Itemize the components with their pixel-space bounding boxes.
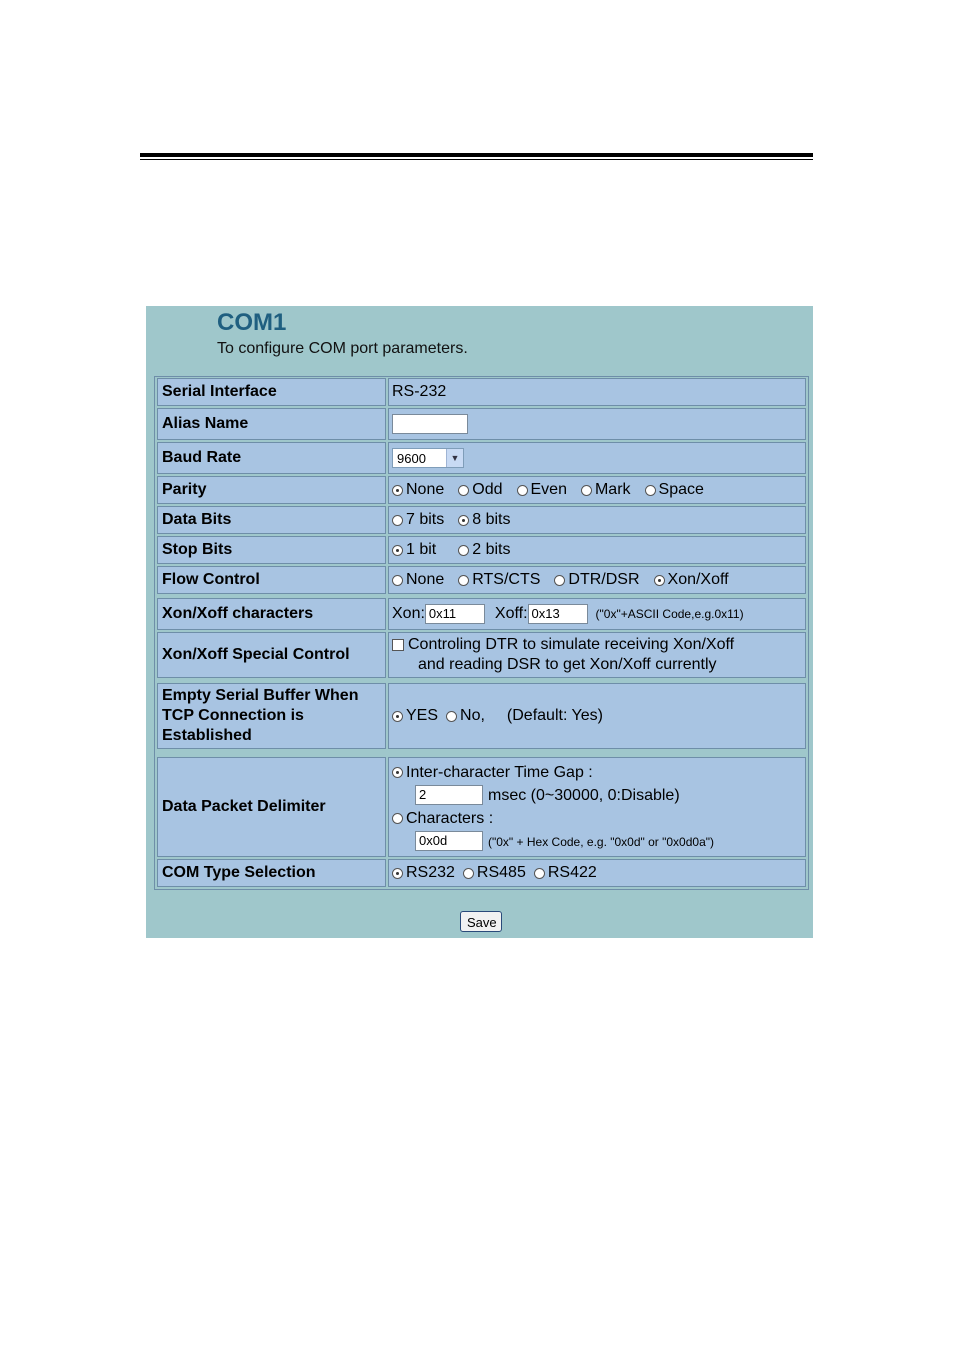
- com-type-rs422-radio[interactable]: RS422: [534, 864, 597, 882]
- radio-selected-icon: [392, 545, 403, 556]
- radio-selected-icon: [654, 575, 665, 586]
- stop-bits-1-radio[interactable]: 1 bit: [392, 541, 436, 559]
- table-row: Data Packet Delimiter Inter-character Time Gap : 2 msec (0~30000, 0:Disable) Characters : 0x0d ("0x" + Hex Code, e.g. "0x0d" or "0x0d0a"): [157, 757, 806, 857]
- table-row: [157, 566, 806, 594]
- radio-icon: [458, 575, 469, 586]
- table-row: [157, 408, 806, 440]
- table-row: [157, 476, 806, 504]
- flow-rts-cts-radio[interactable]: RTS/CTS: [458, 571, 540, 589]
- characters-radio[interactable]: Characters :: [392, 807, 493, 830]
- default-note: (Default: Yes): [506, 707, 603, 724]
- row-label: Alias Name: [157, 408, 386, 440]
- special-control-checkbox-row[interactable]: Controling DTR to simulate receiving Xon/Xoff: [392, 635, 734, 655]
- table-row: [157, 859, 806, 887]
- table-row: [157, 506, 806, 534]
- table-row: [157, 442, 806, 474]
- radio-selected-icon: [392, 711, 403, 722]
- flow-dtr-dsr-radio[interactable]: DTR/DSR: [554, 571, 639, 589]
- radio-icon: [446, 711, 457, 722]
- page-subtitle: To configure COM port parameters.: [217, 340, 468, 357]
- row-label: Flow Control: [157, 566, 386, 594]
- xon-input[interactable]: 0x11: [425, 604, 485, 624]
- radio-icon: [392, 813, 403, 824]
- checkbox-icon[interactable]: [392, 639, 404, 651]
- com-type-rs232-radio[interactable]: RS232: [392, 864, 455, 882]
- chevron-down-icon: ▼: [446, 449, 463, 467]
- row-label: Empty Serial Buffer When: [162, 687, 359, 704]
- settings-table: [154, 376, 809, 890]
- row-label: Xon/Xoff characters: [157, 598, 386, 630]
- radio-icon: [554, 575, 565, 586]
- flow-none-radio[interactable]: None: [392, 571, 444, 589]
- row-label: Data Packet Delimiter: [157, 757, 386, 857]
- row-label: Serial Interface: [157, 378, 386, 406]
- flow-xon-xoff-radio[interactable]: Xon/Xoff: [654, 571, 729, 589]
- row-label: Data Bits: [157, 506, 386, 534]
- baud-rate-select[interactable]: [392, 448, 464, 468]
- baud-rate-value: 9600: [397, 450, 426, 466]
- row-label: Parity: [157, 476, 386, 504]
- radio-icon: [534, 868, 545, 879]
- radio-selected-icon: [392, 767, 403, 778]
- top-rule-thin: [140, 159, 813, 160]
- characters-input[interactable]: 0x0d: [415, 831, 483, 851]
- data-bits-7-radio[interactable]: 7 bits: [392, 511, 444, 529]
- serial-interface-value: RS-232: [388, 378, 806, 406]
- radio-icon: [517, 485, 528, 496]
- row-label: Xon/Xoff Special Control: [157, 632, 386, 678]
- radio-icon: [463, 868, 474, 879]
- alias-name-input[interactable]: [392, 414, 468, 434]
- page-title: COM1: [217, 309, 287, 336]
- parity-none-radio[interactable]: None: [392, 481, 444, 499]
- inter-char-gap-radio[interactable]: Inter-character Time Gap :: [392, 761, 593, 784]
- radio-icon: [581, 485, 592, 496]
- radio-icon: [458, 545, 469, 556]
- row-label: COM Type Selection: [157, 859, 386, 887]
- parity-space-radio[interactable]: Space: [645, 481, 704, 499]
- radio-icon: [392, 515, 403, 526]
- com-type-rs485-radio[interactable]: RS485: [463, 864, 526, 882]
- row-label: Established: [162, 727, 252, 744]
- top-rule-thick: [140, 153, 813, 157]
- parity-mark-radio[interactable]: Mark: [581, 481, 631, 499]
- parity-even-radio[interactable]: Even: [517, 481, 567, 499]
- radio-icon: [458, 485, 469, 496]
- radio-icon: [645, 485, 656, 496]
- radio-icon: [392, 575, 403, 586]
- row-label: TCP Connection is: [162, 707, 304, 724]
- row-label: Stop Bits: [157, 536, 386, 564]
- empty-buffer-no-radio[interactable]: No,: [446, 707, 485, 725]
- table-row: [157, 683, 806, 749]
- data-bits-8-radio[interactable]: 8 bits: [458, 511, 510, 529]
- xoff-input[interactable]: 0x13: [528, 604, 588, 624]
- xon-xoff-hint: ("0x"+ASCII Code,e.g.0x11): [595, 607, 744, 621]
- empty-buffer-yes-radio[interactable]: YES: [392, 707, 438, 725]
- parity-odd-radio[interactable]: Odd: [458, 481, 502, 499]
- save-button[interactable]: Save: [460, 911, 502, 932]
- time-gap-input[interactable]: 2: [415, 785, 483, 805]
- stop-bits-2-radio[interactable]: 2 bits: [458, 541, 510, 559]
- table-row: [157, 378, 806, 406]
- com1-config-panel: [146, 306, 813, 938]
- radio-selected-icon: [392, 868, 403, 879]
- table-row: Xon/Xoff Special Control Controling DTR to simulate receiving Xon/Xoff and reading DSR to get Xon/Xoff currently: [157, 632, 806, 678]
- table-row: Xon/Xoff characters Xon: 0x11 Xoff: 0x13 ("0x"+ASCII Code,e.g.0x11): [157, 598, 806, 630]
- radio-selected-icon: [392, 485, 403, 496]
- table-row: [157, 536, 806, 564]
- radio-selected-icon: [458, 515, 469, 526]
- row-label: Baud Rate: [157, 442, 386, 474]
